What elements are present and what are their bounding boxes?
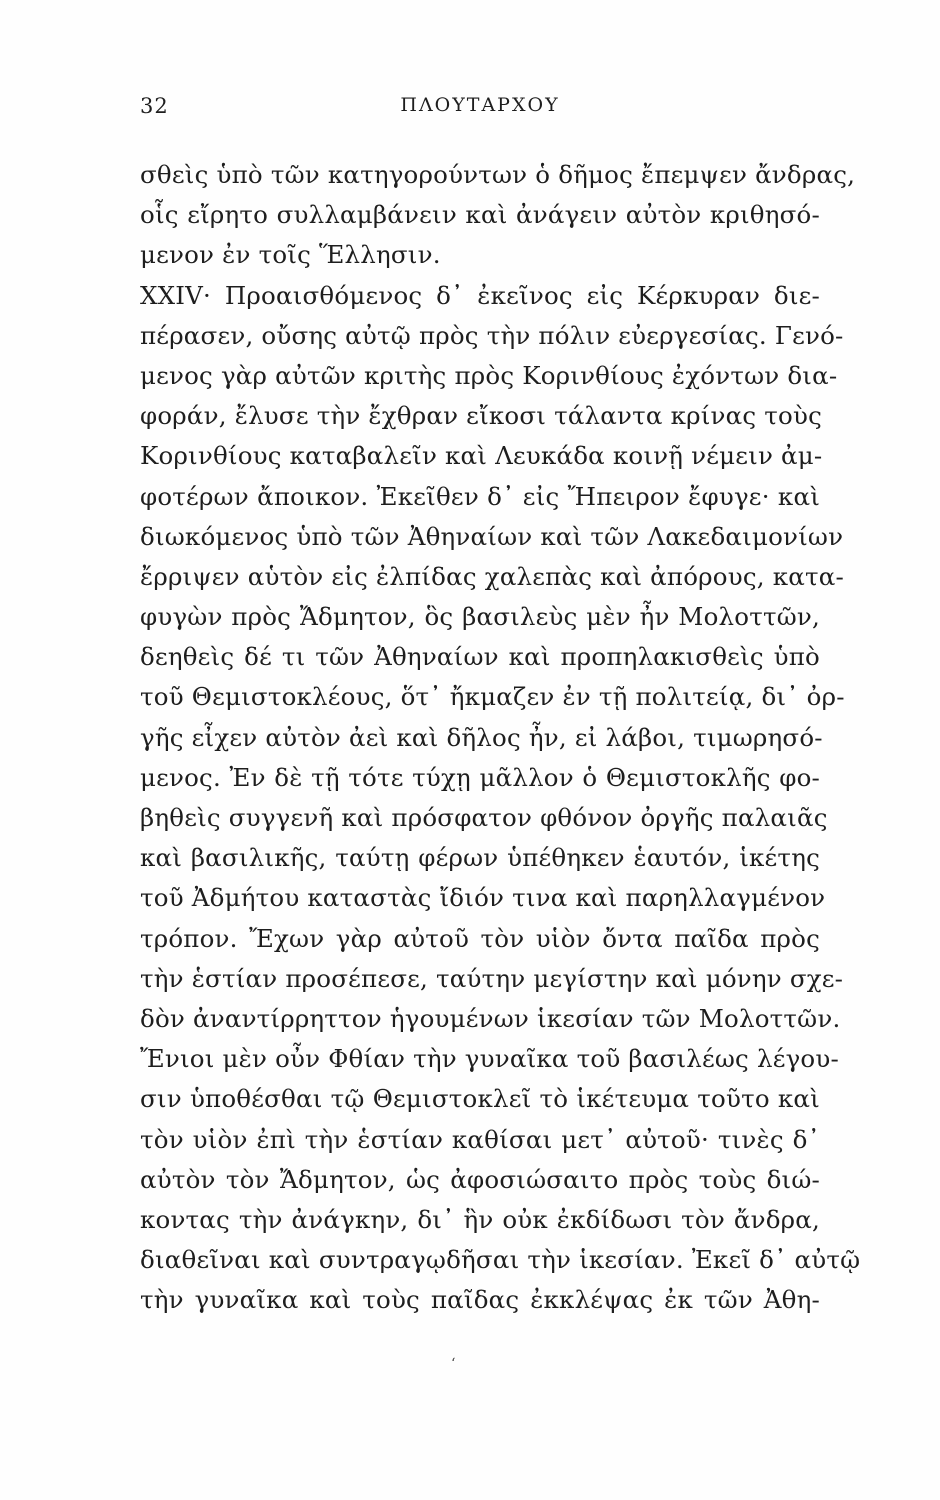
text-line: XXIV· Προαισθόμενος δ᾽ ἐκεῖνος εἰς Κέρκυραν διε- <box>140 280 820 310</box>
text-line: σιν ὑποθέσθαι τῷ Θεμιστοκλεῖ τὸ ἱκέτευμα τοῦτο καὶ <box>140 1084 820 1114</box>
text-line: γῆς εἶχεν αὐτὸν ἀεὶ καὶ δῆλος ἦν, εἰ λάβοι, τιμωρησό- <box>140 722 823 752</box>
text-line: δὸν ἀναντίρρηττον ἡγουμένων ἱκεσίαν τῶν Μολοττῶν. <box>140 1003 841 1033</box>
text-line: διαθεῖναι καὶ συντραγῳδῆσαι τὴν ἱκεσίαν. Ἐκεῖ δ᾽ αὐτῷ <box>140 1245 861 1275</box>
text-line: οἷς εἴρητο συλλαμβάνειν καὶ ἀνάγειν αὐτὸν κριθησό- <box>140 200 820 230</box>
text-line: Κορινθίους καταβαλεῖν καὶ Λευκάδα κοινῇ νέμειν ἀμ- <box>140 441 823 471</box>
page-number: 32 <box>140 94 169 118</box>
text-line: φοράν, ἔλυσε τὴν ἔχθραν εἴκοσι τάλαντα κρίνας τοὺς <box>140 401 823 431</box>
text-line: τὴν ἑστίαν προσέπεσε, ταύτην μεγίστην καὶ μόνην σχε- <box>140 963 844 993</box>
text-line: σθεὶς ὑπὸ τῶν κατηγορούντων ὁ δῆμος ἔπεμψεν ἄνδρας, <box>140 160 856 189</box>
text-line: δεηθεὶς δέ τι τῶν Ἀθηναίων καὶ προπηλακισθεὶς ὑπὸ <box>140 642 820 672</box>
text-line: τρόπον. Ἔχων γὰρ αὐτοῦ τὸν υἱὸν ὄντα παῖδα πρὸς <box>140 923 820 953</box>
text-line: πέρασεν, οὔσης αὐτῷ πρὸς τὴν πόλιν εὐεργεσίας. Γενό- <box>140 320 844 350</box>
text-line: διωκόμενος ὑπὸ τῶν Ἀθηναίων καὶ τῶν Λακεδαιμονίων <box>140 521 844 551</box>
text-line: καὶ βασιλικῆς, ταύτῃ φέρων ὑπέθηκεν ἑαυτόν, ἱκέτης <box>140 843 820 873</box>
text-line: τοῦ Ἀδμήτου καταστὰς ἴδιόν τινα καὶ παρηλλαγμένον <box>140 883 826 913</box>
text-line: τοῦ Θεμιστοκλέους, ὅτ᾽ ἤκμαζεν ἐν τῇ πολιτείᾳ, δι᾽ ὀρ- <box>140 682 845 712</box>
stray-ink-mark: ʻ <box>451 1356 456 1372</box>
running-head <box>140 94 820 124</box>
text-line: μενος γὰρ αὐτῶν κριτὴς πρὸς Κορινθίους ἐχόντων δια- <box>140 360 838 390</box>
text-line: ἔρριψεν αὑτὸν εἰς ἐλπίδας χαλεπὰς καὶ ἀπόρους, κατα- <box>140 561 844 591</box>
text-line: τὴν γυναῖκα καὶ τοὺς παῖδας ἐκκλέψας ἐκ τῶν Ἀθη- <box>140 1285 820 1315</box>
text-line: μενος. Ἐν δὲ τῇ τότε τύχῃ μᾶλλον ὁ Θεμιστοκλῆς φο- <box>140 762 820 792</box>
text-line: μενον ἐν τοῖς Ἕλλησιν. <box>140 240 441 270</box>
book-title: ΠΛΟΥΤΑΡΧΟΥ <box>400 94 560 116</box>
text-body <box>140 155 861 1320</box>
text-line: αὐτὸν τὸν Ἄδμητον, ὡς ἀφοσιώσαιτο πρὸς τοὺς διώ- <box>140 1164 820 1194</box>
text-line: κοντας τὴν ἀνάγκην, δι᾽ ἣν οὐκ ἐκδίδωσι τὸν ἄνδρα, <box>140 1204 820 1234</box>
text-line: Ἔνιοι μὲν οὖν Φθίαν τὴν γυναῖκα τοῦ βασιλέως λέγου- <box>140 1044 839 1074</box>
text-line: τὸν υἱὸν ἐπὶ τὴν ἑστίαν καθίσαι μετ᾽ αὐτοῦ· τινὲς δ᾽ <box>140 1124 820 1154</box>
text-line: φυγὼν πρὸς Ἄδμητον, ὃς βασιλεὺς μὲν ἦν Μολοττῶν, <box>140 602 820 632</box>
text-line: βηθεὶς συγγενῆ καὶ πρόσφατον φθόνον ὀργῆς παλαιᾶς <box>140 803 828 832</box>
text-line: φοτέρων ἄποικον. Ἐκεῖθεν δ᾽ εἰς Ἤπειρον ἔφυγε· καὶ <box>140 481 820 511</box>
